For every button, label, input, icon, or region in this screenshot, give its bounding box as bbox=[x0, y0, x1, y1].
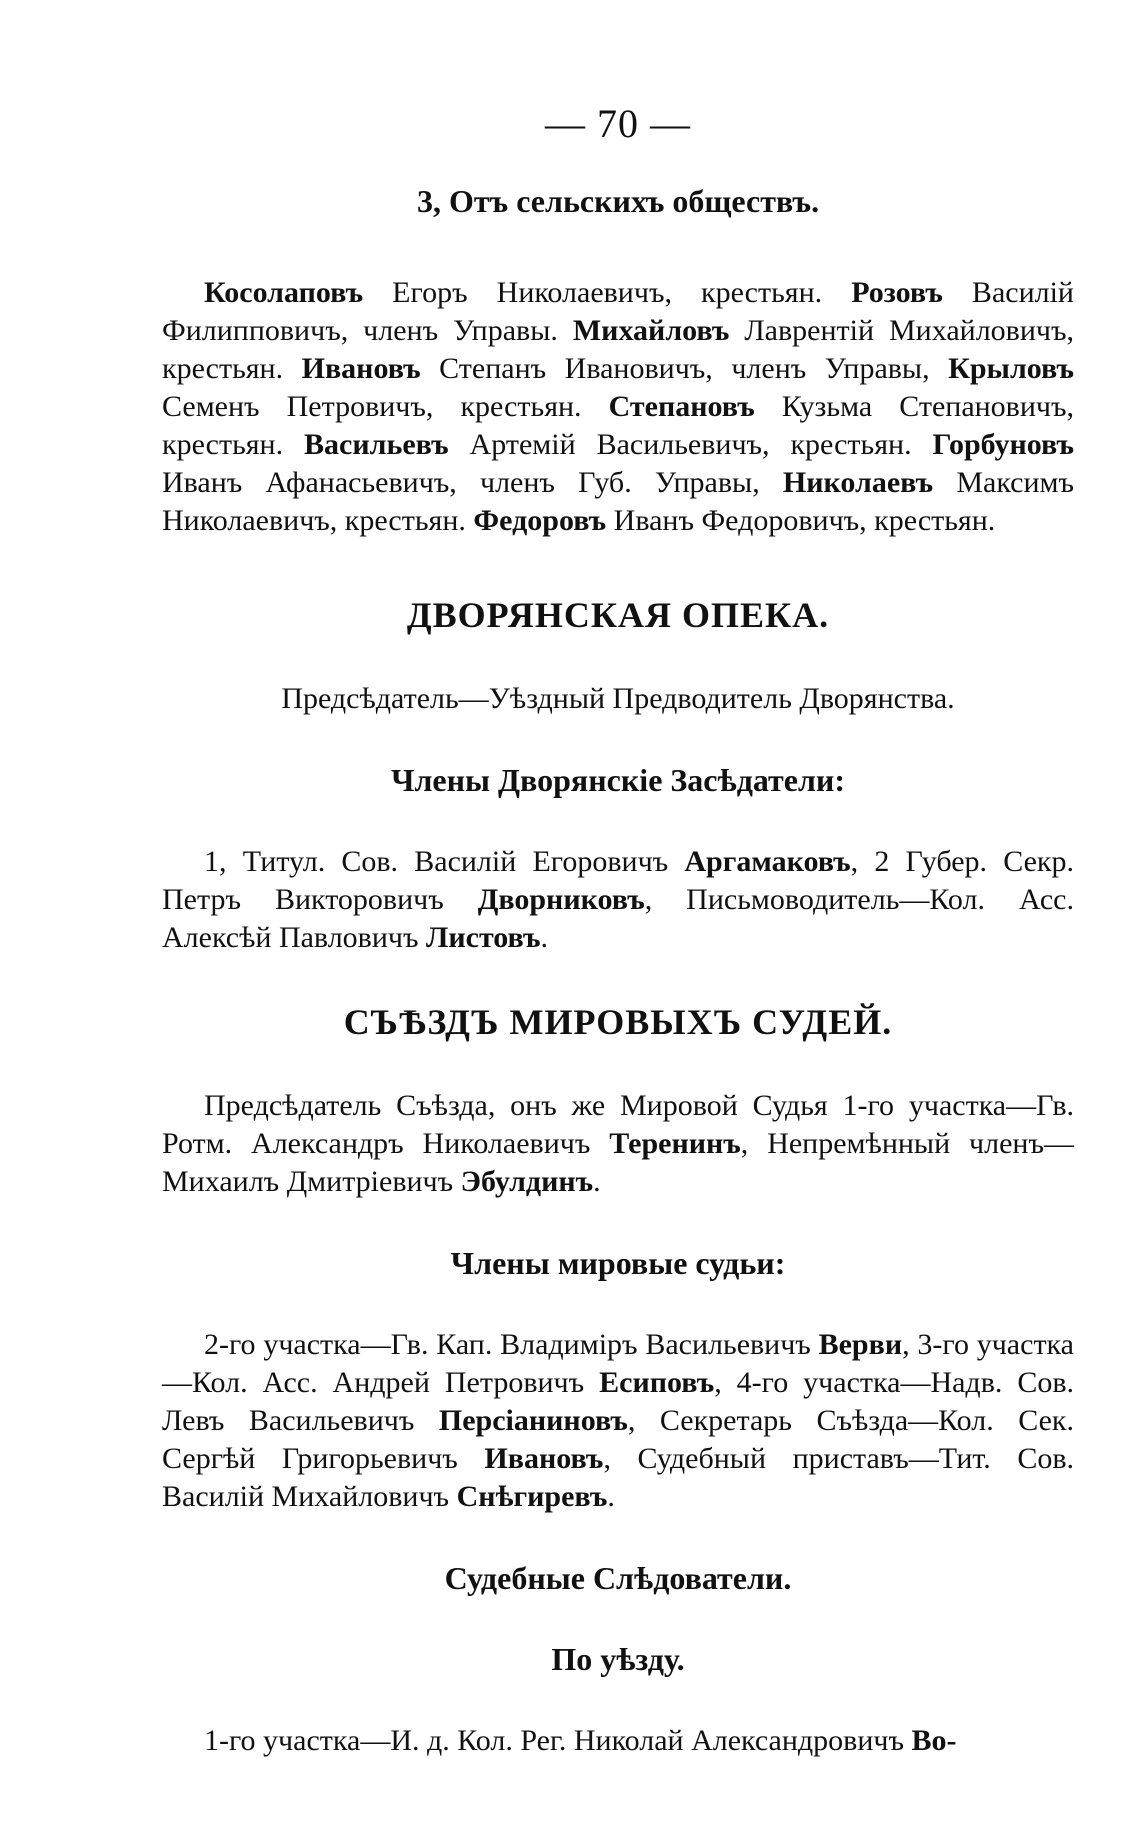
text-run: Семенъ Петровичъ, крестьян. bbox=[162, 390, 609, 423]
surname: Листовъ bbox=[425, 921, 541, 954]
text-run: Иванъ Федоровичъ, крестьян. bbox=[606, 504, 996, 537]
page-number: — 70 — bbox=[545, 101, 691, 146]
text-run: . bbox=[593, 1165, 601, 1198]
text-run: Артемій Васильевичъ, крестьян. bbox=[448, 428, 933, 461]
heading-justices-congress: СЪѢЗДЪ МИРОВЫХЪ СУДЕЙ. bbox=[343, 1002, 893, 1042]
subheading-justices-members: Члены мировые судьи: bbox=[450, 1245, 786, 1281]
surname: Персіаниновъ bbox=[438, 1404, 628, 1437]
subheading-by-district: По уѣзду. bbox=[551, 1641, 685, 1677]
text-run: Предсѣдатель Съѣзда, онъ же Мировой Судья 1-го участка—Гв. Ротм. Александръ Николаевичъ bbox=[162, 1089, 1074, 1160]
investigators-paragraph bbox=[162, 1722, 1074, 1760]
surname: Ивановъ bbox=[484, 1442, 604, 1475]
text-run: Иванъ Афанасьевичъ, членъ Губ. Управы, bbox=[162, 466, 783, 499]
text-run: . bbox=[607, 1480, 615, 1513]
text-run: , Письмоводитель—Кол. Асс. Алексѣй Павловичъ bbox=[162, 883, 1074, 954]
surname: Теренинъ bbox=[609, 1127, 741, 1160]
text-run: , 4-го участка—Надв. Сов. Левъ Васильевичъ bbox=[162, 1366, 1074, 1437]
text-run: , 2 Губер. Секр. Петръ Викторовичъ bbox=[162, 845, 1074, 916]
surname: Федоровъ bbox=[473, 504, 607, 537]
text-run: 1-го участка—И. д. Кол. Рег. Николай Александровичъ bbox=[204, 1724, 912, 1757]
surname: Верви bbox=[818, 1328, 903, 1361]
text-run: , Секретарь Съѣзда—Кол. Сек. Сергѣй Григорьевичъ bbox=[162, 1404, 1074, 1475]
text-run: 2-го участка—Гв. Кап. Владиміръ Васильевичъ bbox=[204, 1328, 819, 1361]
surname: Есиповъ bbox=[599, 1366, 715, 1399]
text-run: Лаврентій Михайловичъ, крестьян. bbox=[162, 314, 1074, 385]
guardianship-chairman: Предсѣдатель—Уѣздный Предводитель Дворянства. bbox=[281, 682, 955, 715]
text-run: , Непремѣнный членъ—Михаилъ Дмитріевичъ bbox=[162, 1127, 1074, 1198]
congress-chairman-paragraph bbox=[162, 1087, 1074, 1201]
text-run: 1, Титул. Сов. Василій Егоровичъ bbox=[204, 845, 685, 878]
document-page bbox=[162, 100, 1074, 1760]
rural-members-paragraph bbox=[162, 274, 1074, 540]
surname: Степановъ bbox=[608, 390, 755, 423]
heading-rural-communities: 3, Отъ сельскихъ обществъ. bbox=[416, 183, 820, 219]
text-run: , 3-го участка—Кол. Асс. Андрей Петровичъ bbox=[162, 1328, 1074, 1399]
text-run: . bbox=[540, 921, 548, 954]
text-run: Степанъ Ивановичъ, членъ Управы, bbox=[420, 352, 949, 385]
surname: Косолаповъ bbox=[204, 276, 364, 309]
subheading-noble-assessors: Члены Дворянскіе Засѣдатели: bbox=[390, 762, 846, 798]
surname: Николаевъ bbox=[782, 466, 934, 499]
surname: Эбулдинъ bbox=[460, 1165, 594, 1198]
surname: Аргамаковъ bbox=[684, 845, 851, 878]
surname: Снѣгиревъ bbox=[456, 1480, 608, 1513]
surname: Михайловъ bbox=[572, 314, 730, 347]
text-run: Кузьма Степановичъ, крестьян. bbox=[162, 390, 1075, 461]
surname: Во- bbox=[911, 1724, 957, 1757]
guardianship-members-paragraph bbox=[162, 843, 1074, 957]
surname: Горбуновъ bbox=[932, 428, 1074, 461]
surname: Дворниковъ bbox=[477, 883, 645, 916]
text-run: Егоръ Николаевичъ, крестьян. bbox=[363, 276, 852, 309]
surname: Васильевъ bbox=[304, 428, 449, 461]
justices-members-paragraph bbox=[162, 1326, 1074, 1516]
heading-noble-guardianship: ДВОРЯНСКАЯ ОПЕКА. bbox=[406, 595, 830, 635]
heading-investigators: Судебные Слѣдователи. bbox=[444, 1560, 792, 1596]
text-run: Василій Филипповичъ, членъ Управы. bbox=[162, 276, 1074, 347]
text-run: Максимъ Николаевичъ, крестьян. bbox=[162, 466, 1075, 537]
surname: Ивановъ bbox=[301, 352, 421, 385]
surname: Крыловъ bbox=[948, 352, 1074, 385]
surname: Розовъ bbox=[851, 276, 943, 309]
text-run: , Судебный приставъ—Тит. Сов. Василій Михайловичъ bbox=[162, 1442, 1074, 1513]
